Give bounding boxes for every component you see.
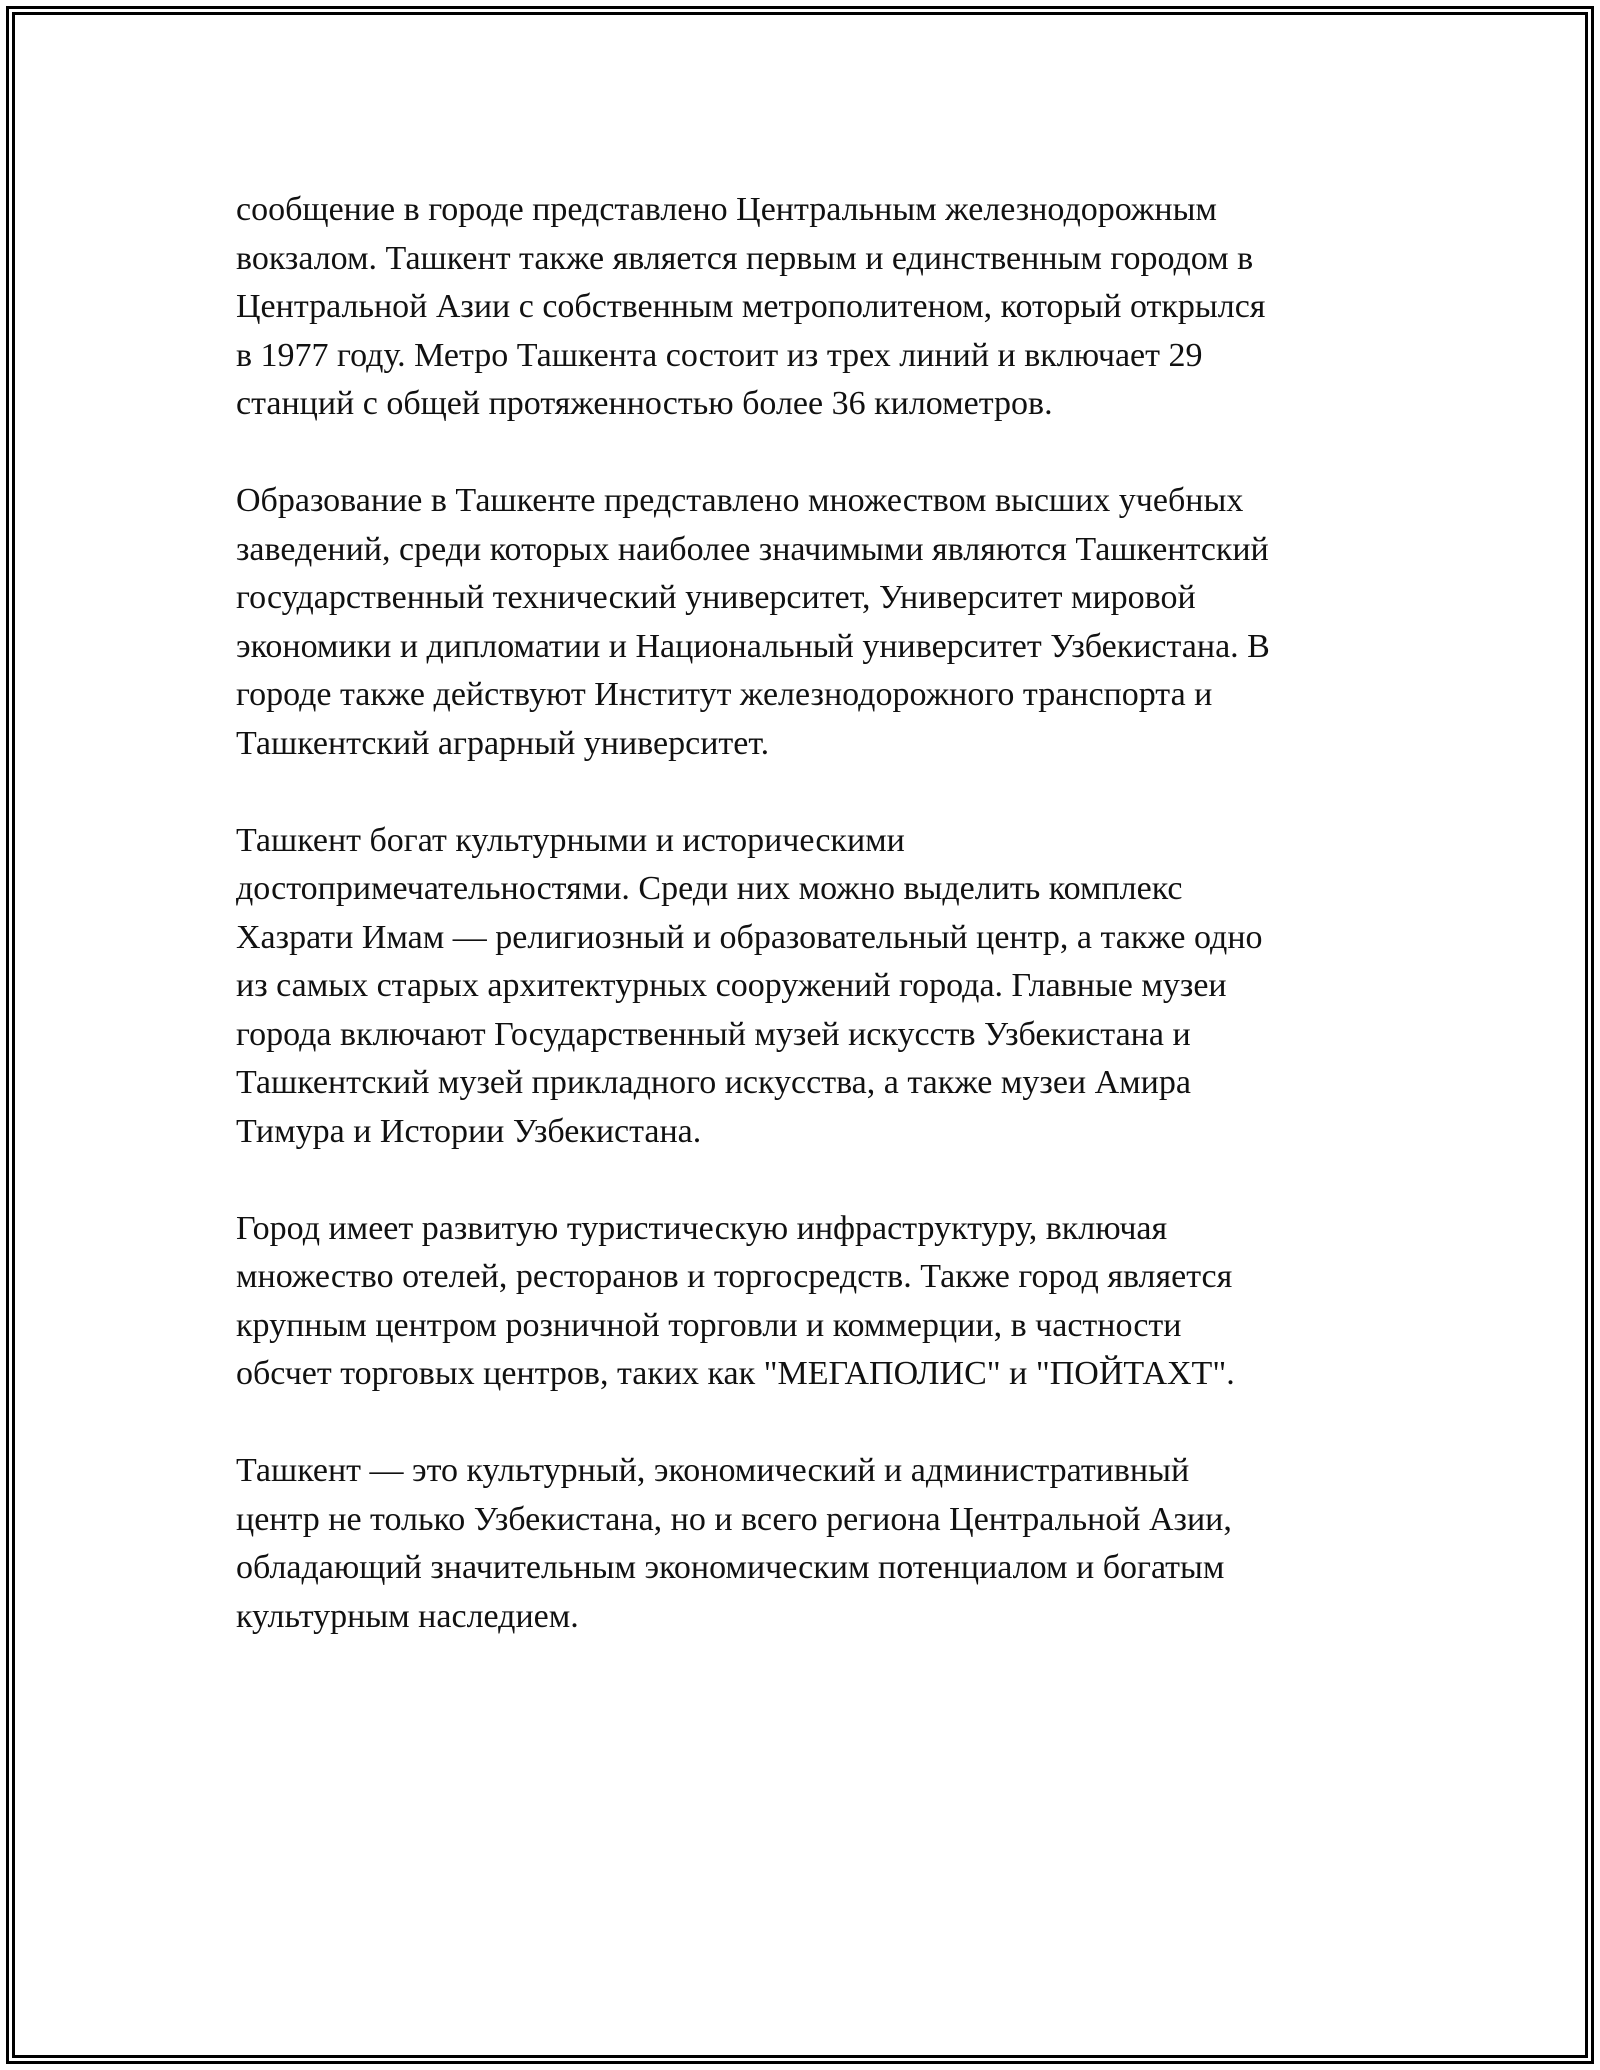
paragraph-transport: сообщение в городе представлено Центральным железнодорожным вокзалом. Ташкент также является первым и единственным городом в Центральной Азии с собственным метрополитеном, который открылся в 1977 году. Метро Ташкента состоит из трех линий и включает 29 станций с общей протяженностью более 36 километров.	[236, 191, 1266, 422]
paragraph-culture: Ташкент богат культурными и историческими достопримечательностями. Среди них можно выделить комплекс Хазрати Имам — религиозный и образовательный центр, а также одно из самых старых архитектурных сооружений города. Главные музеи города включают Государственный музей искусств Узбекистана и Ташкентский музей прикладного искусства, а также музеи Амира Тимура и Истории Узбекистана.	[236, 821, 1263, 1150]
paragraph-education: Образование в Ташкенте представлено множеством высших учебных заведений, среди которых наиболее значимыми являются Ташкентский государственный технический университет, Университет мировой экономики и дипломатии и Национальный университет Узбекистана. В городе также действуют Институт железнодорожного транспорта и Ташкентский аграрный университет.	[236, 482, 1270, 762]
paragraph-conclusion: Ташкент — это культурный, экономический и административный центр не только Узбекистана, но и всего региона Центральной Азии, обладающий значительным экономическим потенциалом и богатым культурным наследием.	[236, 1452, 1232, 1635]
document-body	[236, 186, 1376, 1690]
paragraph-tourism: Город имеет развитую туристическую инфраструктуру, включая множество отелей, ресторанов и торгосредств. Также город является крупным центром розничной торговли и коммерции, в частности обсчет торговых центров, таких как "МЕГАПОЛИС" и "ПОЙТАХТ".	[236, 1209, 1235, 1392]
